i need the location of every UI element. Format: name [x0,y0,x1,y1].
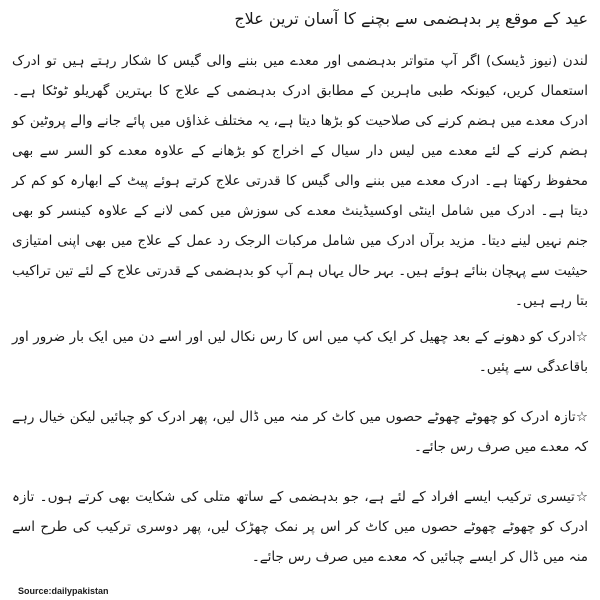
tip-paragraph-1: ☆ادرک کو دھونے کے بعد چھیل کر ایک کپ میں اس کا رس نکال لیں اور اسے دن میں ایک بار ضرور اور باقاعدگی سے پئیں۔ [12,329,588,375]
tip-paragraph-3: ☆تیسری ترکیب ایسے افراد کے لئے ہے، جو بدہضمی کے ساتھ متلی کی شکایت بھی کرتے ہوں۔ تازہ ادرک کو چھوٹے چھوٹے حصوں میں کاٹ کر اس پر نمک چھڑک لیں، پھر دوسری ترکیب کی طرح اسے منہ میں ڈال کر ایسے چبائیں کہ معدے میں صرف رس جائے۔ [12,489,588,565]
tip-paragraph-2: ☆تازہ ادرک کو چھوٹے چھوٹے حصوں میں کاٹ کر منہ میں ڈال لیں، پھر ادرک کو چبائیں لیکن خیال رہے کہ معدے میں صرف رس جائے۔ [12,409,588,455]
source-credit: Source:dailypakistan [18,586,109,596]
article-title: عید کے موقع پر بدہضمی سے بچنے کا آسان ترین علاج [234,9,588,28]
article-intro-paragraph: لندن (نیوز ڈیسک) اگر آپ متواتر بدہضمی اور معدے میں بننے والی گیس کا شکار رہتے ہیں تو ادرک استعمال کریں، کیونکہ طبی ماہرین کے مطابق ادرک بدہضمی کے علاج کا بہترین گھریلو ٹوٹکا ہے۔ ادرک معدے میں ہضم کرنے کی صلاحیت کو بڑھا دیتا ہے، یہ مختلف غذاؤں میں پائے جانے والے پروٹین کو ہضم کرنے کے لئے معدے میں لیس دار سیال کے اخراج کو بڑھانے کے علاوہ معدے کو السر سے بھی محفوظ رکھتا ہے۔ ادرک معدے میں بننے والی گیس کا قدرتی علاج کرتے ہوئے پیٹ کے ابھارہ کو کم کر دیتا ہے۔ ادرک میں شامل اینٹی اوکسیڈینٹ معدے کی سوزش میں کمی لانے کے علاوہ کینسر کو بھی جنم نہیں لینے دیتا۔ مزید برآں ادرک میں شامل مرکبات الرجک رد عمل کے علاج میں بھی اپنی امتیازی حیثیت سے پہچان بنائے ہوئے ہیں۔ بہر حال یہاں ہم آپ کو بدہضمی کے قدرتی علاج کے لئے تین تراکیب بتا رہے ہیں۔ [12,53,588,309]
